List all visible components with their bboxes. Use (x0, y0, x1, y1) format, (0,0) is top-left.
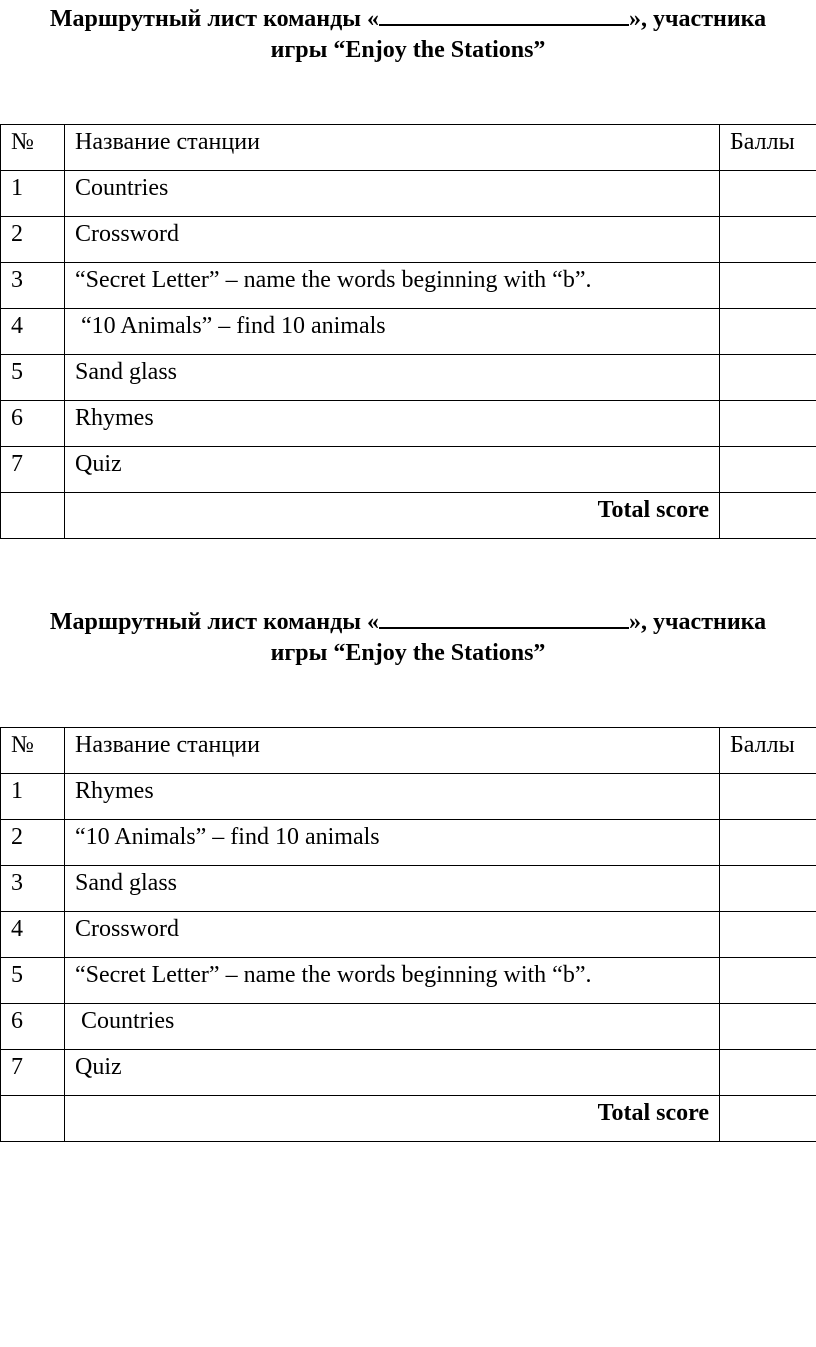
row-station: Crossword (65, 217, 720, 263)
team-name-blank (379, 2, 629, 26)
row-station: Rhymes (65, 774, 720, 820)
row-number: 2 (1, 217, 65, 263)
table-header-row (1, 728, 816, 774)
table-row (1, 866, 816, 912)
total-score-label: Total score (65, 1096, 720, 1142)
heading-prefix: Маршрутный лист команды « (49, 6, 380, 32)
row-score (720, 171, 816, 217)
header-station: Название станции (65, 728, 720, 774)
row-station: Quiz (65, 1050, 720, 1096)
row-number: 2 (1, 820, 65, 866)
row-station: “Secret Letter” – name the words beginning with “b”. (65, 958, 720, 1004)
header-score: Баллы (720, 728, 816, 774)
row-station: Rhymes (65, 401, 720, 447)
header-number: № (1, 728, 65, 774)
row-station: Sand glass (65, 355, 720, 401)
row-station: “10 Animals” – find 10 animals (65, 820, 720, 866)
row-number: 7 (1, 1050, 65, 1096)
row-number: 5 (1, 355, 65, 401)
table-row (1, 217, 816, 263)
heading-prefix: Маршрутный лист команды « (49, 609, 380, 635)
row-station: “10 Animals” – find 10 animals (65, 309, 720, 355)
table-header-row (1, 125, 816, 171)
table-row (1, 447, 816, 493)
table-row (1, 1004, 816, 1050)
row-number: 5 (1, 958, 65, 1004)
table-row (1, 171, 816, 217)
header-station: Название станции (65, 125, 720, 171)
total-score-label: Total score (65, 493, 720, 539)
row-number: 3 (1, 263, 65, 309)
table-row (1, 774, 816, 820)
row-score (720, 820, 816, 866)
row-score (720, 401, 816, 447)
row-station: Countries (65, 171, 720, 217)
route-table (0, 727, 816, 1142)
table-row (1, 309, 816, 355)
total-score-value (720, 493, 816, 539)
row-station: Sand glass (65, 866, 720, 912)
row-score (720, 217, 816, 263)
row-score (720, 866, 816, 912)
row-number: 6 (1, 401, 65, 447)
total-empty-cell (1, 493, 65, 539)
heading-line2: игры “Enjoy the Stations” (270, 640, 546, 666)
total-empty-cell (1, 1096, 65, 1142)
header-score: Баллы (720, 125, 816, 171)
row-score (720, 958, 816, 1004)
row-number: 1 (1, 774, 65, 820)
route-sheet-2 (0, 603, 816, 1126)
row-number: 4 (1, 912, 65, 958)
table-row (1, 820, 816, 866)
table-row (1, 1050, 816, 1096)
sheet-heading (0, 603, 816, 669)
row-score (720, 447, 816, 493)
row-score (720, 1004, 816, 1050)
header-number: № (1, 125, 65, 171)
table-row (1, 958, 816, 1004)
row-station: Countries (65, 1004, 720, 1050)
row-station: “Secret Letter” – name the words beginning with “b”. (65, 263, 720, 309)
total-score-value (720, 1096, 816, 1142)
row-number: 3 (1, 866, 65, 912)
total-row (1, 1096, 816, 1142)
row-score (720, 912, 816, 958)
row-number: 6 (1, 1004, 65, 1050)
heading-suffix: », участника (629, 6, 767, 32)
row-score (720, 1050, 816, 1096)
row-score (720, 774, 816, 820)
heading-line2: игры “Enjoy the Stations” (270, 37, 546, 63)
row-station: Quiz (65, 447, 720, 493)
total-row (1, 493, 816, 539)
route-table (0, 124, 816, 539)
row-number: 7 (1, 447, 65, 493)
table-row (1, 401, 816, 447)
row-score (720, 263, 816, 309)
route-sheet-1 (0, 0, 816, 523)
row-number: 1 (1, 171, 65, 217)
row-score (720, 309, 816, 355)
table-row (1, 912, 816, 958)
row-score (720, 355, 816, 401)
table-row (1, 355, 816, 401)
row-number: 4 (1, 309, 65, 355)
sheet-heading (0, 0, 816, 66)
table-row (1, 263, 816, 309)
team-name-blank (379, 605, 629, 629)
row-station: Crossword (65, 912, 720, 958)
heading-suffix: », участника (629, 609, 767, 635)
